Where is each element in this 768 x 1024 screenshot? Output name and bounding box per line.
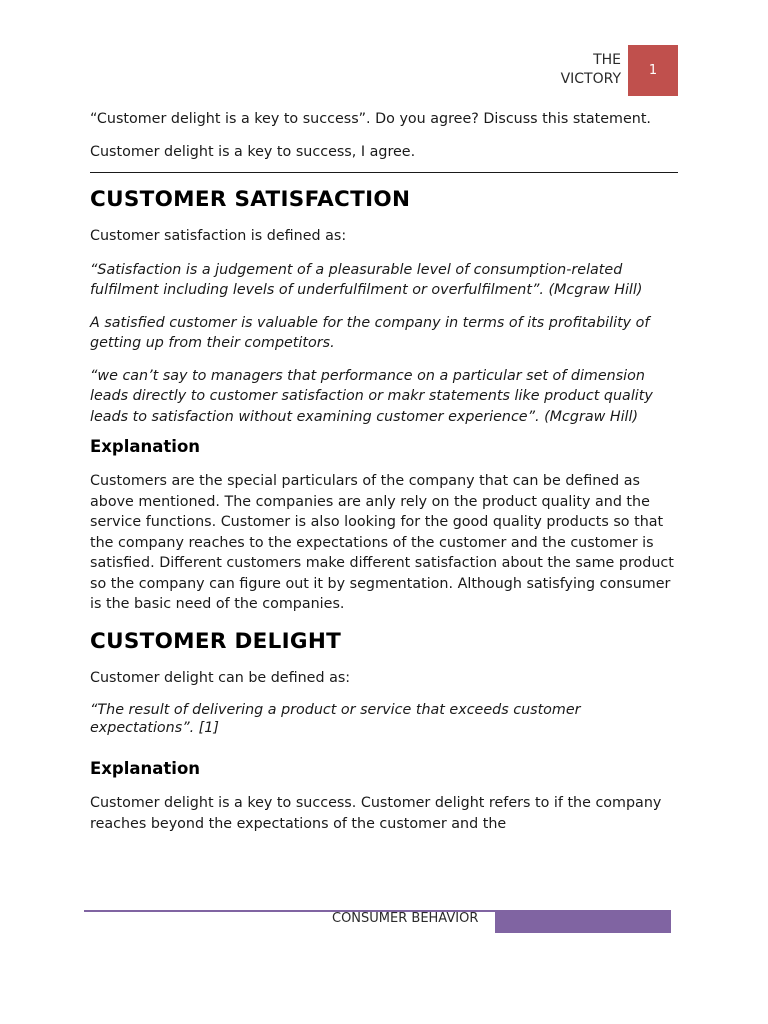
heading-customer-satisfaction: CUSTOMER SATISFACTION xyxy=(90,187,411,212)
intro-question: “Customer delight is a key to success”. Do you agree? Discuss this statement. xyxy=(90,111,651,127)
satisfaction-explanation-text: Customers are the special particulars of the company that can be defined as above mentioned. The companies are anly rely on the product quality and the service functions. Customer is also looking for the good quality products so that the company reaches to the expectations of the customer and the customer is satisfied. Different customers make different satisfaction about the same product so the company can figure out it by segmentation. Although satisfying consumer is the basic need of the companies. xyxy=(90,473,674,612)
satisfaction-explanation-heading: Explanation xyxy=(90,437,201,456)
intro-answer: Customer delight is a key to success, I agree. xyxy=(90,143,416,160)
header-title xyxy=(501,51,621,89)
document-body xyxy=(90,109,678,834)
satisfaction-quote-1: “Satisfaction is a judgement of a pleasurable level of consumption-related fulfilment including levels of underfulfilment or overfulfilment”. (Mcgraw Hill) xyxy=(90,261,643,298)
satisfaction-statement: A satisfied customer is valuable for the company in terms of its profitability of getting up from their competitors. xyxy=(90,314,650,351)
horizontal-rule xyxy=(90,172,678,173)
footer-accent-box xyxy=(495,911,671,933)
heading-customer-delight: CUSTOMER DELIGHT xyxy=(90,628,342,654)
header-title-line1: THE xyxy=(593,52,621,68)
page-number: 1 xyxy=(648,63,658,78)
delight-quote: “The result of delivering a product or service that exceeds customer expectations”. [1] xyxy=(90,702,581,736)
delight-explanation-heading: Explanation xyxy=(90,759,201,778)
page-number-badge xyxy=(628,45,678,96)
delight-definition-intro: Customer delight can be defined as: xyxy=(90,669,351,686)
footer-label: CONSUMER BEHAVIOR xyxy=(332,911,479,926)
header-title-line2: VICTORY xyxy=(560,71,621,87)
satisfaction-definition-intro: Customer satisfaction is defined as: xyxy=(90,228,347,244)
delight-explanation-text: Customer delight is a key to success. Customer delight refers to if the company reaches beyond the expectations of the customer and the xyxy=(90,795,662,832)
satisfaction-quote-2: “we can’t say to managers that performance on a particular set of dimension leads directly to customer satisfaction or makr statements like product quality leads to satisfaction without examining customer experience”. (Mcgraw Hill) xyxy=(90,367,653,425)
